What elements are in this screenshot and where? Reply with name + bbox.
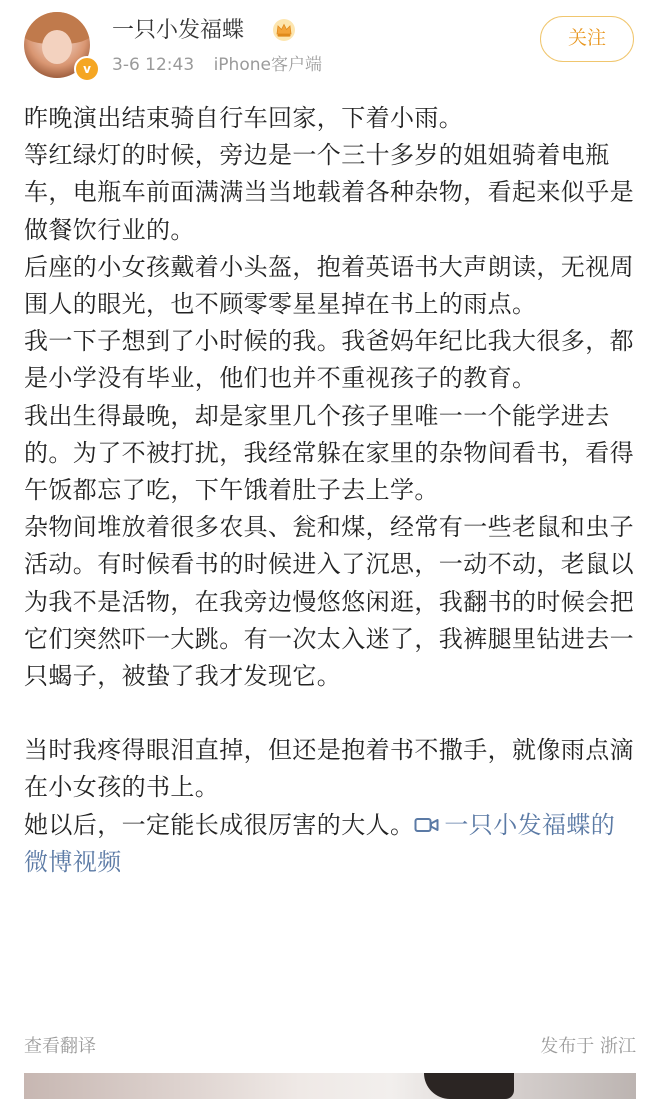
post-paragraph: 杂物间堆放着很多农具、瓮和煤，经常有一些老鼠和虫子活动。有时候看书的时候进入了沉思，一动不动，老鼠以为我不是活物，在我旁边慢悠悠闲逛，我翻书的时候会把它们突然吓一大跳。有一次太入迷了，我裤腿里钻进去一只蝎子，被蛰了我才发现它。 [24,513,634,691]
translate-button[interactable]: 查看翻译 [24,1036,96,1057]
post-source: iPhone客户端 [213,55,322,75]
post-media-preview[interactable] [24,1073,636,1099]
paragraph-gap [24,695,636,732]
post-paragraph: 当时我疼得眼泪直掉，但还是抱着书不撒手，就像雨点滴在小女孩的书上。 [24,736,634,802]
post-paragraph: 我一下子想到了小时候的我。我爸妈年纪比我大很多，都是小学没有毕业，他们也并不重视孩子的教育。 [24,327,634,393]
post-paragraph: 我出生得最晚，却是家里几个孩子里唯一一个能学进去的。为了不被打扰，我经常躲在家里的杂物间看书，看得午饭都忘了吃，下午饿着肚子去上学。 [24,401,634,505]
post-paragraph: 后座的小女孩戴着小头盔，抱着英语书大声朗读，无视周围人的眼光，也不顾零零星星掉在书上的雨点。 [24,252,634,319]
post-last-paragraph [24,807,636,881]
avatar-face [42,30,72,64]
media-dark-region [424,1073,514,1099]
post-meta [112,53,322,77]
verified-badge-icon: v [74,56,100,82]
post-location: 发布于 浙江 [540,1036,636,1057]
post-paragraph: 昨晚演出结束骑自行车回家，下着小雨。 [24,104,464,132]
crown-icon [272,18,296,42]
video-link-label[interactable]: 一只小发福蝶的微博视频 [24,810,616,876]
post-body [24,100,636,881]
post-paragraph: 等红绿灯的时候，旁边是一个三十多岁的姐姐骑着电瓶车，电瓶车前面满满当当地载着各种杂物，看起来似乎是做餐饮行业的。 [24,141,634,244]
post-last-line: 她以后，一定能长成很厉害的大人。 [24,810,415,839]
video-camera-icon [414,815,440,835]
follow-button[interactable]: 关注 [540,16,634,62]
username[interactable]: 一只小发福蝶 [112,18,245,43]
post-header [0,0,660,90]
post-time: 3-6 12:43 [112,55,195,75]
post-footer [24,1030,636,1060]
